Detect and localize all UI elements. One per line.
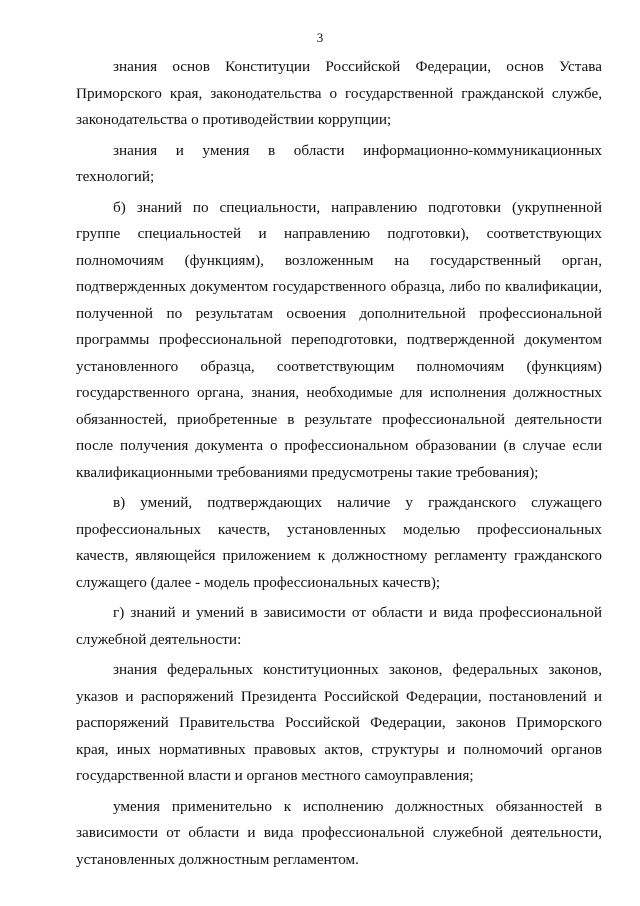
page-number: 3 [316,30,324,45]
paragraph-b-specialty-knowledge: б) знаний по специальности, направлению подготовки (укрупненной группе специальностей и направлению подготовки), соответствующих полномочиям (функциям), возложенным на государственный орган, подтвержденных документом государственного образца, либо по квалификации, полученной по результатам освоения дополнительной профессиональной программы профессиональной переподготовки, подтвержденной документом установленного образца, соответствующим полномочиям (функциям) государственного органа, знания, необходимые для исполнения должностных обязанностей, приобретенные в результате профессиональной деятельности после получения документа о профессиональном образовании (в случае если квалификационными требованиями предусмотрены такие требования); [76,198,602,481]
paragraph-ict-knowledge: знания и умения в области информационно-коммуникационных технологий; [76,141,602,185]
document-body [76,54,602,877]
paragraph-v-professional-skills: в) умений, подтверждающих наличие у гражданского служащего профессиональных качеств, установленных моделью профессиональных качеств, являющейся приложением к должностному регламенту гражданского служащего (далее - модель профессиональных качеств); [76,494,602,591]
paragraph-duties-skills: умения применительно к исполнению должностных обязанностей в зависимости от области и вида профессиональной служебной деятельности, установленных должностным регламентом. [76,797,602,868]
paragraph-constitution-knowledge: знания основ Конституции Российской Федерации, основ Устава Приморского края, законодательства о государственной гражданской службе, законодательства о противодействии коррупции; [76,58,602,128]
paragraph-g-area-knowledge: г) знаний и умений в зависимости от области и вида профессиональной служебной деятельности: [76,604,602,648]
paragraph-laws-knowledge: знания федеральных конституционных законов, федеральных законов, указов и распоряжений Президента Российской Федерации, постановлений и распоряжений Правительства Российской Федерации, законов Приморского края, иных нормативных правовых актов, структуры и полномочий органов государственной власти и органов местного самоуправления; [76,661,602,784]
